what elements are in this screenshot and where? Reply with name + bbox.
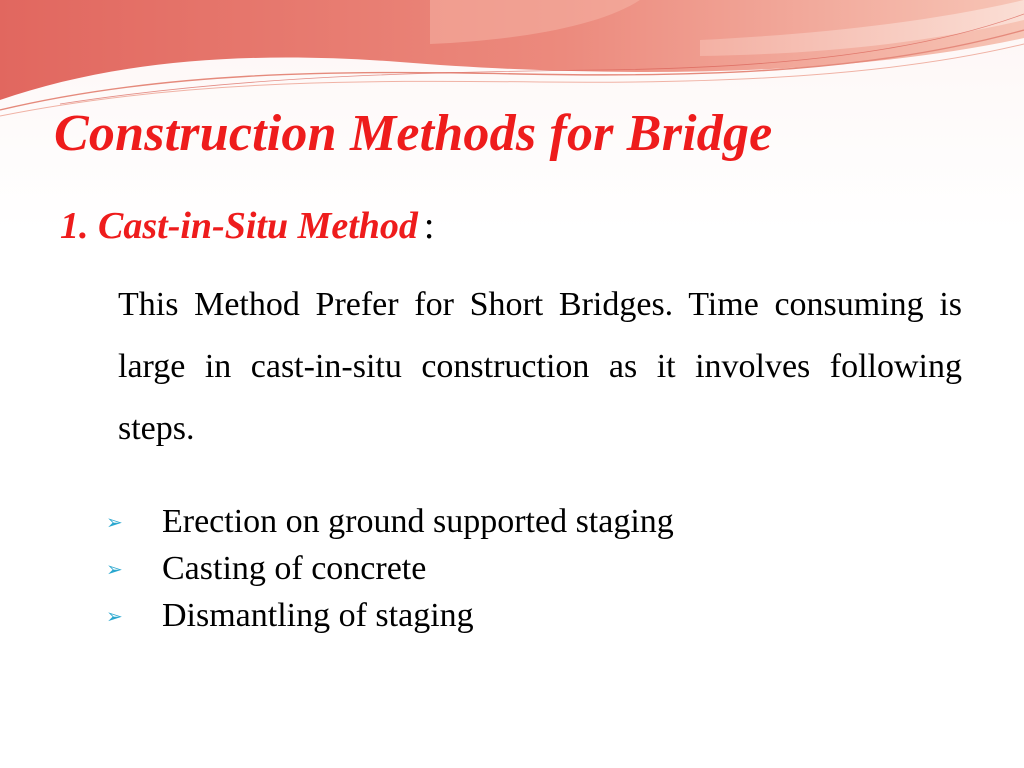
list-item xyxy=(104,498,674,545)
slide-title: Construction Methods for Bridge xyxy=(54,105,773,162)
list-item xyxy=(104,545,674,592)
section-heading xyxy=(60,204,434,248)
section-heading-label: 1. Cast-in-Situ Method xyxy=(60,205,418,247)
list-item-text: Erection on ground supported staging xyxy=(162,502,674,540)
arrow-bullet-icon: ➢ xyxy=(106,556,123,581)
list-item xyxy=(104,592,674,639)
section-heading-colon: : xyxy=(423,205,435,247)
steps-list xyxy=(104,498,674,639)
arrow-bullet-icon: ➢ xyxy=(106,603,123,628)
arrow-bullet-icon: ➢ xyxy=(106,509,123,534)
list-item-text: Casting of concrete xyxy=(162,549,427,587)
list-item-text: Dismantling of staging xyxy=(162,596,474,634)
body-paragraph: This Method Prefer for Short Bridges. Time consuming is large in cast-in-situ construction as it involves following steps. xyxy=(118,286,962,447)
